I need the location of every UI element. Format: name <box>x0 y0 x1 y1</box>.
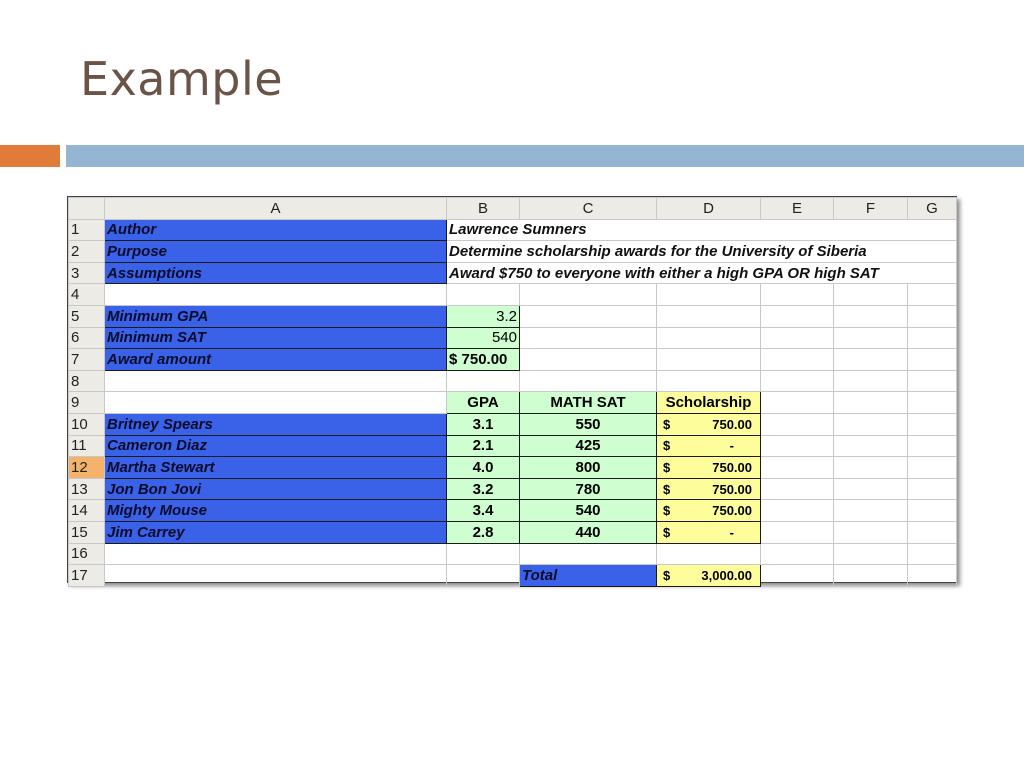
column-header-b[interactable]: B <box>447 198 520 220</box>
student-gpa[interactable]: 2.1 <box>447 435 520 457</box>
scholarship-amount: 750.00 <box>712 481 752 497</box>
column-header-g[interactable]: G <box>908 198 957 220</box>
cell-f13[interactable] <box>834 478 908 500</box>
cell-g5[interactable] <box>908 305 957 327</box>
cell-a9[interactable] <box>105 392 447 414</box>
row-header[interactable]: 6 <box>69 327 105 349</box>
column-header-e[interactable]: E <box>761 198 834 220</box>
cell-c16[interactable] <box>520 543 657 565</box>
student-name[interactable]: Britney Spears <box>105 413 447 435</box>
cell-f9[interactable] <box>834 392 908 414</box>
cell-c6[interactable] <box>520 327 657 349</box>
student-gpa[interactable]: 4.0 <box>447 457 520 479</box>
currency-symbol: $ <box>663 524 671 540</box>
cell-e13[interactable] <box>761 478 834 500</box>
cell-f7[interactable] <box>834 349 908 371</box>
student-sat[interactable]: 800 <box>520 457 657 479</box>
cell-a5[interactable]: Minimum GPA <box>105 305 447 327</box>
column-header-c[interactable]: C <box>520 198 657 220</box>
cell-g11[interactable] <box>908 435 957 457</box>
cell-e15[interactable] <box>761 521 834 543</box>
student-gpa[interactable]: 3.1 <box>447 413 520 435</box>
accent-bar-blue <box>66 145 1024 167</box>
cell-f15[interactable] <box>834 521 908 543</box>
row-header[interactable]: 17 <box>69 565 105 587</box>
row-header[interactable]: 2 <box>69 241 105 263</box>
cell-g17[interactable] <box>908 565 957 587</box>
student-row <box>69 413 957 435</box>
student-name[interactable]: Martha Stewart <box>105 457 447 479</box>
student-gpa[interactable]: 3.2 <box>447 478 520 500</box>
student-scholarship[interactable] <box>657 500 761 522</box>
student-sat[interactable]: 425 <box>520 435 657 457</box>
student-sat[interactable]: 780 <box>520 478 657 500</box>
cell-f12[interactable] <box>834 457 908 479</box>
cell-d8[interactable] <box>657 370 761 392</box>
student-scholarship[interactable] <box>657 478 761 500</box>
corner-cell[interactable] <box>69 198 105 220</box>
cell-g6[interactable] <box>908 327 957 349</box>
currency-symbol: $ <box>663 416 671 432</box>
student-sat[interactable]: 440 <box>520 521 657 543</box>
scholarship-header[interactable]: Scholarship <box>657 392 761 414</box>
student-sat[interactable]: 540 <box>520 500 657 522</box>
spreadsheet-screenshot <box>67 196 957 583</box>
cell-f10[interactable] <box>834 413 908 435</box>
row-header[interactable]: 10 <box>69 413 105 435</box>
student-row <box>69 521 957 543</box>
row-header[interactable]: 16 <box>69 543 105 565</box>
cell-e7[interactable] <box>761 349 834 371</box>
cell-c5[interactable] <box>520 305 657 327</box>
cell-e6[interactable] <box>761 327 834 349</box>
cell-g15[interactable] <box>908 521 957 543</box>
cell-b2[interactable]: Determine scholarship awards for the University of Siberia <box>447 241 957 263</box>
student-sat[interactable]: 550 <box>520 413 657 435</box>
cell-a16[interactable] <box>105 543 447 565</box>
cell-a3[interactable]: Assumptions <box>105 262 447 284</box>
cell-g10[interactable] <box>908 413 957 435</box>
student-name[interactable]: Jim Carrey <box>105 521 447 543</box>
row-header[interactable]: 1 <box>69 219 105 241</box>
cell-e4[interactable] <box>761 284 834 306</box>
column-header-a[interactable]: A <box>105 198 447 220</box>
student-row <box>69 500 957 522</box>
scholarship-amount: 750.00 <box>712 416 752 432</box>
currency-symbol: $ <box>663 481 671 497</box>
cell-b4[interactable] <box>447 284 520 306</box>
student-row <box>69 457 957 479</box>
cell-f14[interactable] <box>834 500 908 522</box>
row-header[interactable]: 13 <box>69 478 105 500</box>
slide-title: Example <box>80 52 284 106</box>
column-header-d[interactable]: D <box>657 198 761 220</box>
cell-a1[interactable]: Author <box>105 219 447 241</box>
cell-e16[interactable] <box>761 543 834 565</box>
total-value: 3,000.00 <box>701 567 752 583</box>
math-sat-header[interactable]: MATH SAT <box>520 392 657 414</box>
cell-g14[interactable] <box>908 500 957 522</box>
cell-a2[interactable]: Purpose <box>105 241 447 263</box>
cell-e11[interactable] <box>761 435 834 457</box>
student-scholarship[interactable] <box>657 457 761 479</box>
currency-symbol: $ <box>663 438 671 454</box>
cell-d6[interactable] <box>657 327 761 349</box>
column-header-f[interactable]: F <box>834 198 908 220</box>
cell-g4[interactable] <box>908 284 957 306</box>
row-header[interactable]: 7 <box>69 349 105 371</box>
row-header[interactable]: 4 <box>69 284 105 306</box>
accent-bar-orange <box>0 145 60 167</box>
cell-c8[interactable] <box>520 370 657 392</box>
cell-a6[interactable]: Minimum SAT <box>105 327 447 349</box>
cell-d16[interactable] <box>657 543 761 565</box>
currency-symbol: $ <box>663 503 671 519</box>
scholarship-amount: - <box>729 524 734 540</box>
row-header[interactable]: 14 <box>69 500 105 522</box>
total-value-cell[interactable] <box>657 565 761 587</box>
cell-g7[interactable] <box>908 349 957 371</box>
cell-a8[interactable] <box>105 370 447 392</box>
cell-b16[interactable] <box>447 543 520 565</box>
cell-c7[interactable] <box>520 349 657 371</box>
cell-c4[interactable] <box>520 284 657 306</box>
student-name[interactable]: Mighty Mouse <box>105 500 447 522</box>
cell-b1[interactable]: Lawrence Sumners <box>447 219 957 241</box>
student-row <box>69 435 957 457</box>
cell-g13[interactable] <box>908 478 957 500</box>
cell-d4[interactable] <box>657 284 761 306</box>
student-scholarship[interactable] <box>657 435 761 457</box>
cell-e10[interactable] <box>761 413 834 435</box>
student-scholarship[interactable] <box>657 521 761 543</box>
cell-g12[interactable] <box>908 457 957 479</box>
cell-e14[interactable] <box>761 500 834 522</box>
student-gpa[interactable]: 2.8 <box>447 521 520 543</box>
cell-b5[interactable]: 3.2 <box>447 305 520 327</box>
row-header[interactable]: 11 <box>69 435 105 457</box>
cell-d5[interactable] <box>657 305 761 327</box>
row-header[interactable]: 3 <box>69 262 105 284</box>
student-gpa[interactable]: 3.4 <box>447 500 520 522</box>
cell-f8[interactable] <box>834 370 908 392</box>
cell-f5[interactable] <box>834 305 908 327</box>
gpa-header[interactable]: GPA <box>447 392 520 414</box>
cell-f4[interactable] <box>834 284 908 306</box>
row-header[interactable]: 5 <box>69 305 105 327</box>
cell-a7[interactable]: Award amount <box>105 349 447 371</box>
currency-symbol: $ <box>663 459 671 475</box>
cell-a17[interactable] <box>105 565 447 587</box>
cell-e12[interactable] <box>761 457 834 479</box>
cell-b3[interactable]: Award $750 to everyone with either a high GPA OR high SAT <box>447 262 957 284</box>
scholarship-amount: - <box>729 438 734 454</box>
cell-b7[interactable]: $ 750.00 <box>447 349 520 371</box>
cell-e5[interactable] <box>761 305 834 327</box>
total-label[interactable]: Total <box>520 565 657 587</box>
row-header[interactable]: 15 <box>69 521 105 543</box>
cell-g8[interactable] <box>908 370 957 392</box>
spreadsheet-grid <box>68 197 957 587</box>
student-scholarship[interactable] <box>657 413 761 435</box>
student-name[interactable]: Jon Bon Jovi <box>105 478 447 500</box>
cell-b17[interactable] <box>447 565 520 587</box>
cell-g16[interactable] <box>908 543 957 565</box>
cell-a4[interactable] <box>105 284 447 306</box>
cell-e8[interactable] <box>761 370 834 392</box>
cell-f6[interactable] <box>834 327 908 349</box>
cell-d7[interactable] <box>657 349 761 371</box>
row-header-selected[interactable]: 12 <box>69 457 105 479</box>
cell-f11[interactable] <box>834 435 908 457</box>
cell-g9[interactable] <box>908 392 957 414</box>
scholarship-amount: 750.00 <box>712 459 752 475</box>
cell-e9[interactable] <box>761 392 834 414</box>
cell-f16[interactable] <box>834 543 908 565</box>
student-row <box>69 478 957 500</box>
cell-b6[interactable]: 540 <box>447 327 520 349</box>
scholarship-amount: 750.00 <box>712 503 752 519</box>
row-header[interactable]: 9 <box>69 392 105 414</box>
row-header[interactable]: 8 <box>69 370 105 392</box>
cell-e17[interactable] <box>761 565 834 587</box>
currency-symbol: $ <box>663 567 671 583</box>
cell-b8[interactable] <box>447 370 520 392</box>
cell-f17[interactable] <box>834 565 908 587</box>
student-name[interactable]: Cameron Diaz <box>105 435 447 457</box>
